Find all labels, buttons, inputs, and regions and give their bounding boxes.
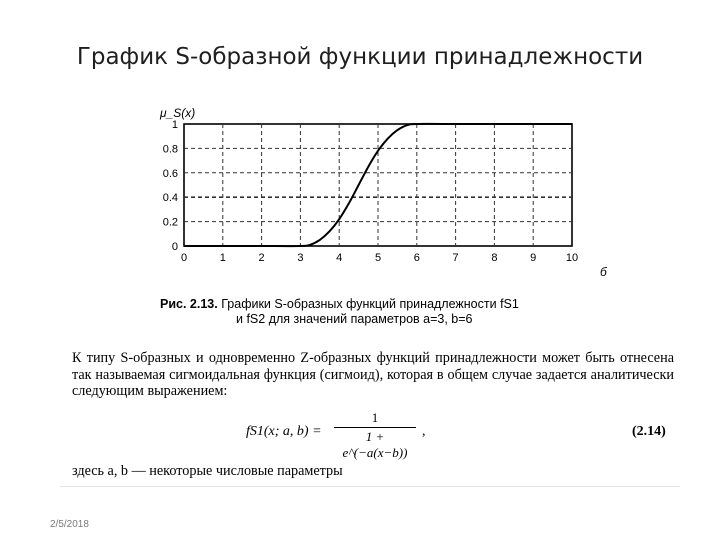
caption-line-2: и fS2 для значений параметров a=3, b=6 <box>236 312 473 326</box>
x-tick-label: 9 <box>530 252 537 264</box>
y-tick-label: 0.2 <box>162 216 178 229</box>
formula-lhs: fS1(x; a, b) = <box>246 424 322 439</box>
equation-number: (2.14) <box>632 424 666 439</box>
y-tick-label: 0.8 <box>162 143 178 156</box>
caption-number: Рис. 2.13. <box>160 297 218 311</box>
params-line: здесь a, b — некоторые числовые параметры <box>72 463 343 479</box>
x-tick-label: 5 <box>374 252 382 264</box>
slide-date: 2/5/2018 <box>50 519 89 530</box>
y-tick-label: 0.6 <box>162 167 178 180</box>
x-tick-label: 0 <box>180 252 188 264</box>
formula-comma: , <box>422 424 426 439</box>
formula-fraction <box>334 410 416 461</box>
formula-2-14 <box>246 410 676 460</box>
x-tick-label: 4 <box>336 252 343 264</box>
x-tick-label: 7 <box>452 252 459 264</box>
x-tick-label: 8 <box>491 252 498 264</box>
plot-area <box>184 124 572 246</box>
slide-title: График S-образной функции принадлежности <box>76 44 644 70</box>
figure-caption <box>160 297 600 327</box>
y-tick-label: 0.4 <box>162 192 178 205</box>
footer-divider <box>60 486 680 487</box>
y-axis-label: μ_S(x) <box>160 106 196 120</box>
x-tick-label: 6 <box>413 252 420 264</box>
formula-numerator: 1 <box>371 410 379 425</box>
body-paragraph: К типу S-образных и одновременно Z-образных функций принадлежности может быть отнесена так называемая сигмоидальная функция (сигмоид), которая в общем случае задается аналитически следующим выражением: <box>72 350 674 399</box>
x-tick-label: 3 <box>297 252 304 264</box>
fraction-bar <box>334 427 416 428</box>
x-tick-label: 10 <box>565 252 579 264</box>
caption-line-1: Графики S-образных функций принадлежности fS1 <box>221 297 519 311</box>
y-tick-label: 1 <box>171 119 178 131</box>
x-tick-label: 1 <box>219 252 226 264</box>
x-axis-label: б <box>600 265 607 279</box>
formula-denominator: 1 + e^(−a(x−b)) <box>342 429 408 460</box>
y-tick-label: 0 <box>171 241 178 253</box>
x-tick-label: 2 <box>258 252 265 264</box>
series-line <box>184 124 572 246</box>
